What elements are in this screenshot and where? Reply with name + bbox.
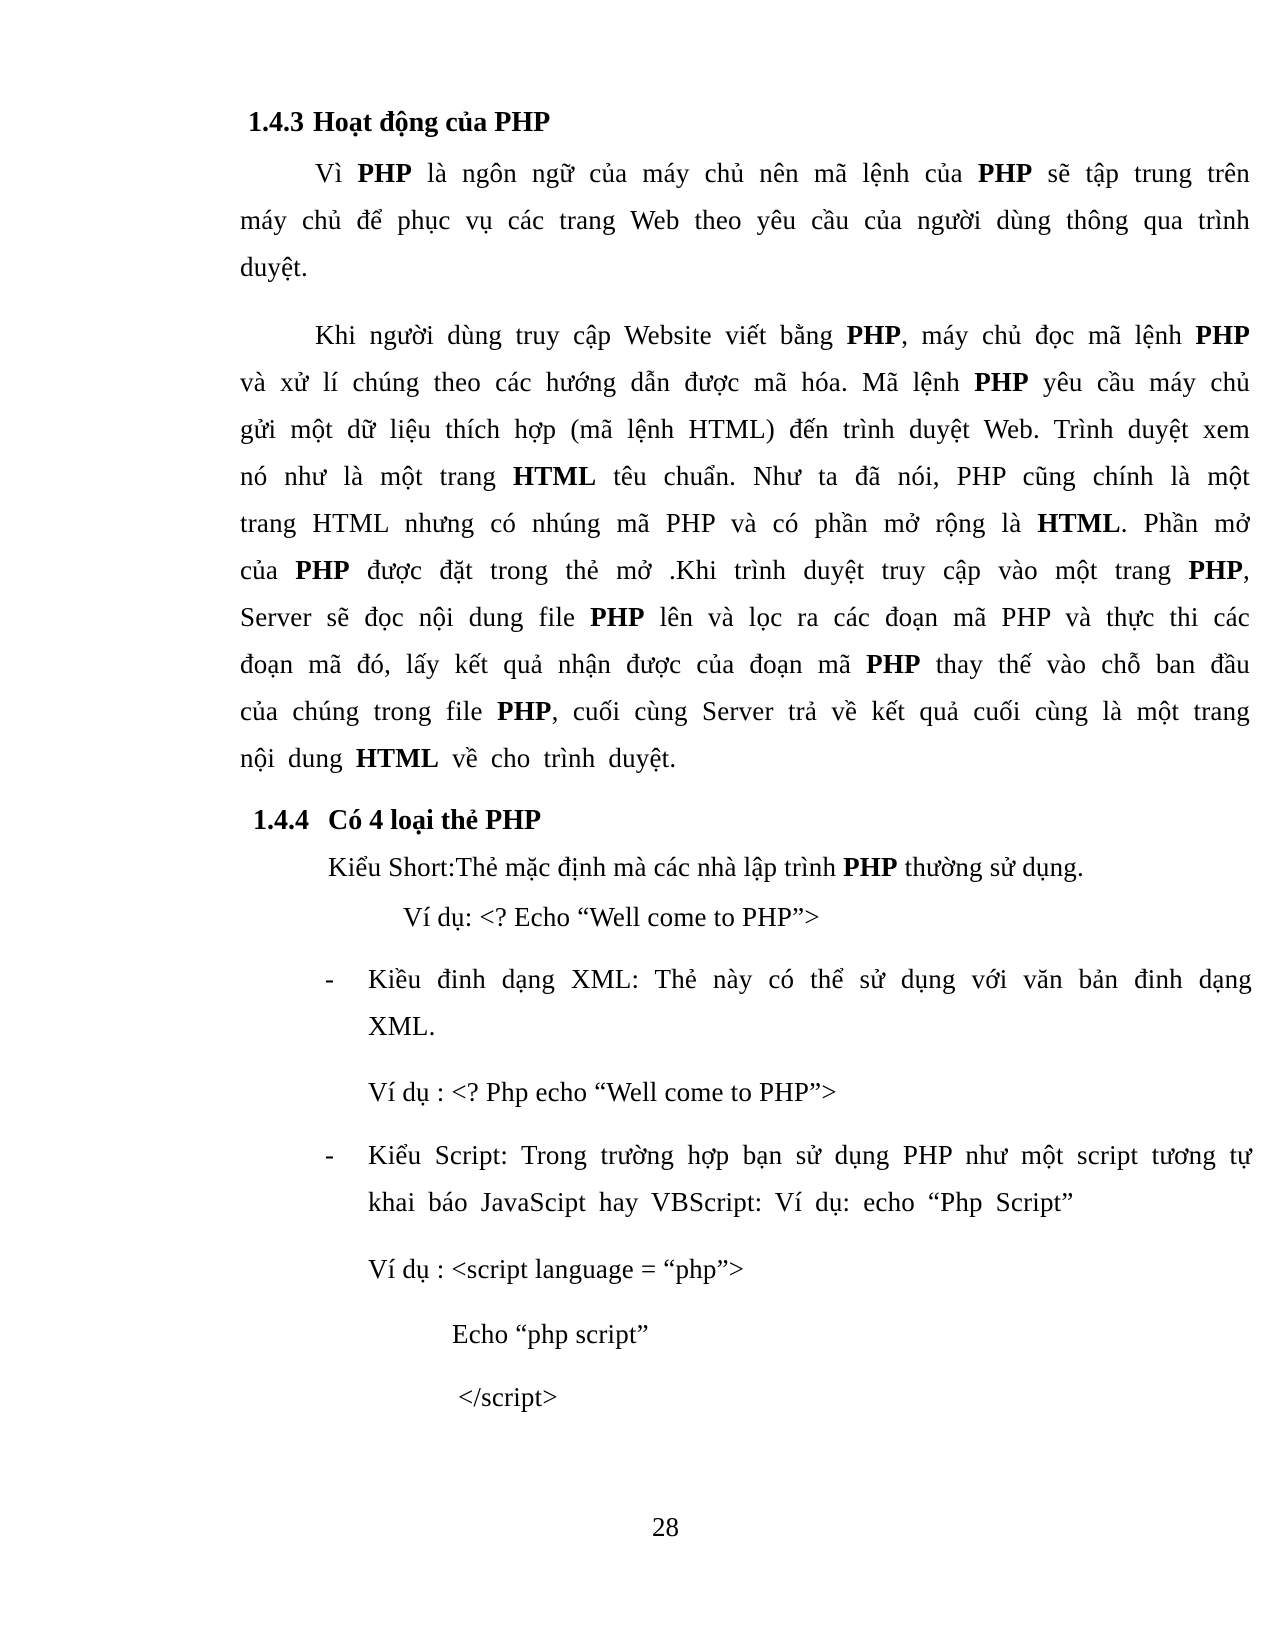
section-heading-1-4-3: [248, 106, 550, 140]
bullet-dash: -: [325, 964, 335, 994]
example-script-close: </script>: [458, 1382, 558, 1412]
page-number: 28: [652, 1512, 679, 1542]
section-number: 1.4.4: [253, 805, 309, 836]
section-number: 1.4.3: [248, 107, 304, 138]
example-short-tag: Ví dụ: <? Echo “Well come to PHP”>: [403, 902, 820, 932]
section-heading-1-4-4: [253, 804, 541, 838]
paragraph-php-operation-1: Vì PHP là ngôn ngữ của máy chủ nên mã lệnh của PHP sẽ tập trung trên máy chủ để phục vụ các trang Web theo yêu cầu của người dùng thông qua trình duyệt.: [240, 158, 1251, 282]
paragraph-php-operation-2: Khi người dùng truy cập Website viết bằng PHP, máy chủ đọc mã lệnh PHP và xử lí chúng theo các hướng dẫn được mã hóa. Mã lệnh PHP yêu cầu máy chủ gửi một dữ liệu thích hợp (mã lệnh HTML) đến trình duyệt Web. Trình duyệt xem nó như là một trang HTML têu chuẩn. Như ta đã nói, PHP cũng chính là một trang HTML nhưng có nhúng mã PHP và có phần mở rộng là HTML. Phần mở của PHP được đặt trong thẻ mở .Khi trình duyệt truy cập vào một trang PHP, Server sẽ đọc nội dung file PHP lên và lọc ra các đoạn mã PHP và thực thi các đoạn mã đó, lấy kết quả nhận được của đoạn mã PHP thay thế vào chỗ ban đầu của chúng trong file PHP, cuối cùng Server trả về kết quả cuối cùng là một trang nội dung HTML về cho trình duyệt.: [240, 320, 1251, 773]
bullet-xml-text: Kiều đinh dạng XML: Thẻ này có thể sử dụng với văn bản đinh dạng XML.: [368, 964, 1252, 1041]
line-short-tag-intro: Kiểu Short:Thẻ mặc định mà các nhà lập trình PHP thường sử dụng.: [328, 852, 1084, 882]
section-title: Hoạt động của PHP: [313, 107, 551, 138]
example-script-open: Ví dụ : <script language = “php”>: [368, 1254, 745, 1284]
bullet-xml-tag: [325, 956, 1252, 1050]
section-title: Có 4 loại thẻ PHP: [328, 805, 542, 836]
example-script-echo: Echo “php script”: [452, 1319, 649, 1349]
bullet-script-tag: [325, 1132, 1252, 1226]
bullet-script-text: Kiểu Script: Trong trường hợp bạn sử dụng PHP như một script tương tự khai báo JavaScipt hay VBScript: Ví dụ: echo “Php Script”: [368, 1140, 1252, 1217]
bullet-dash: -: [325, 1140, 335, 1170]
example-xml-tag: Ví dụ : <? Php echo “Well come to PHP”>: [368, 1077, 837, 1107]
